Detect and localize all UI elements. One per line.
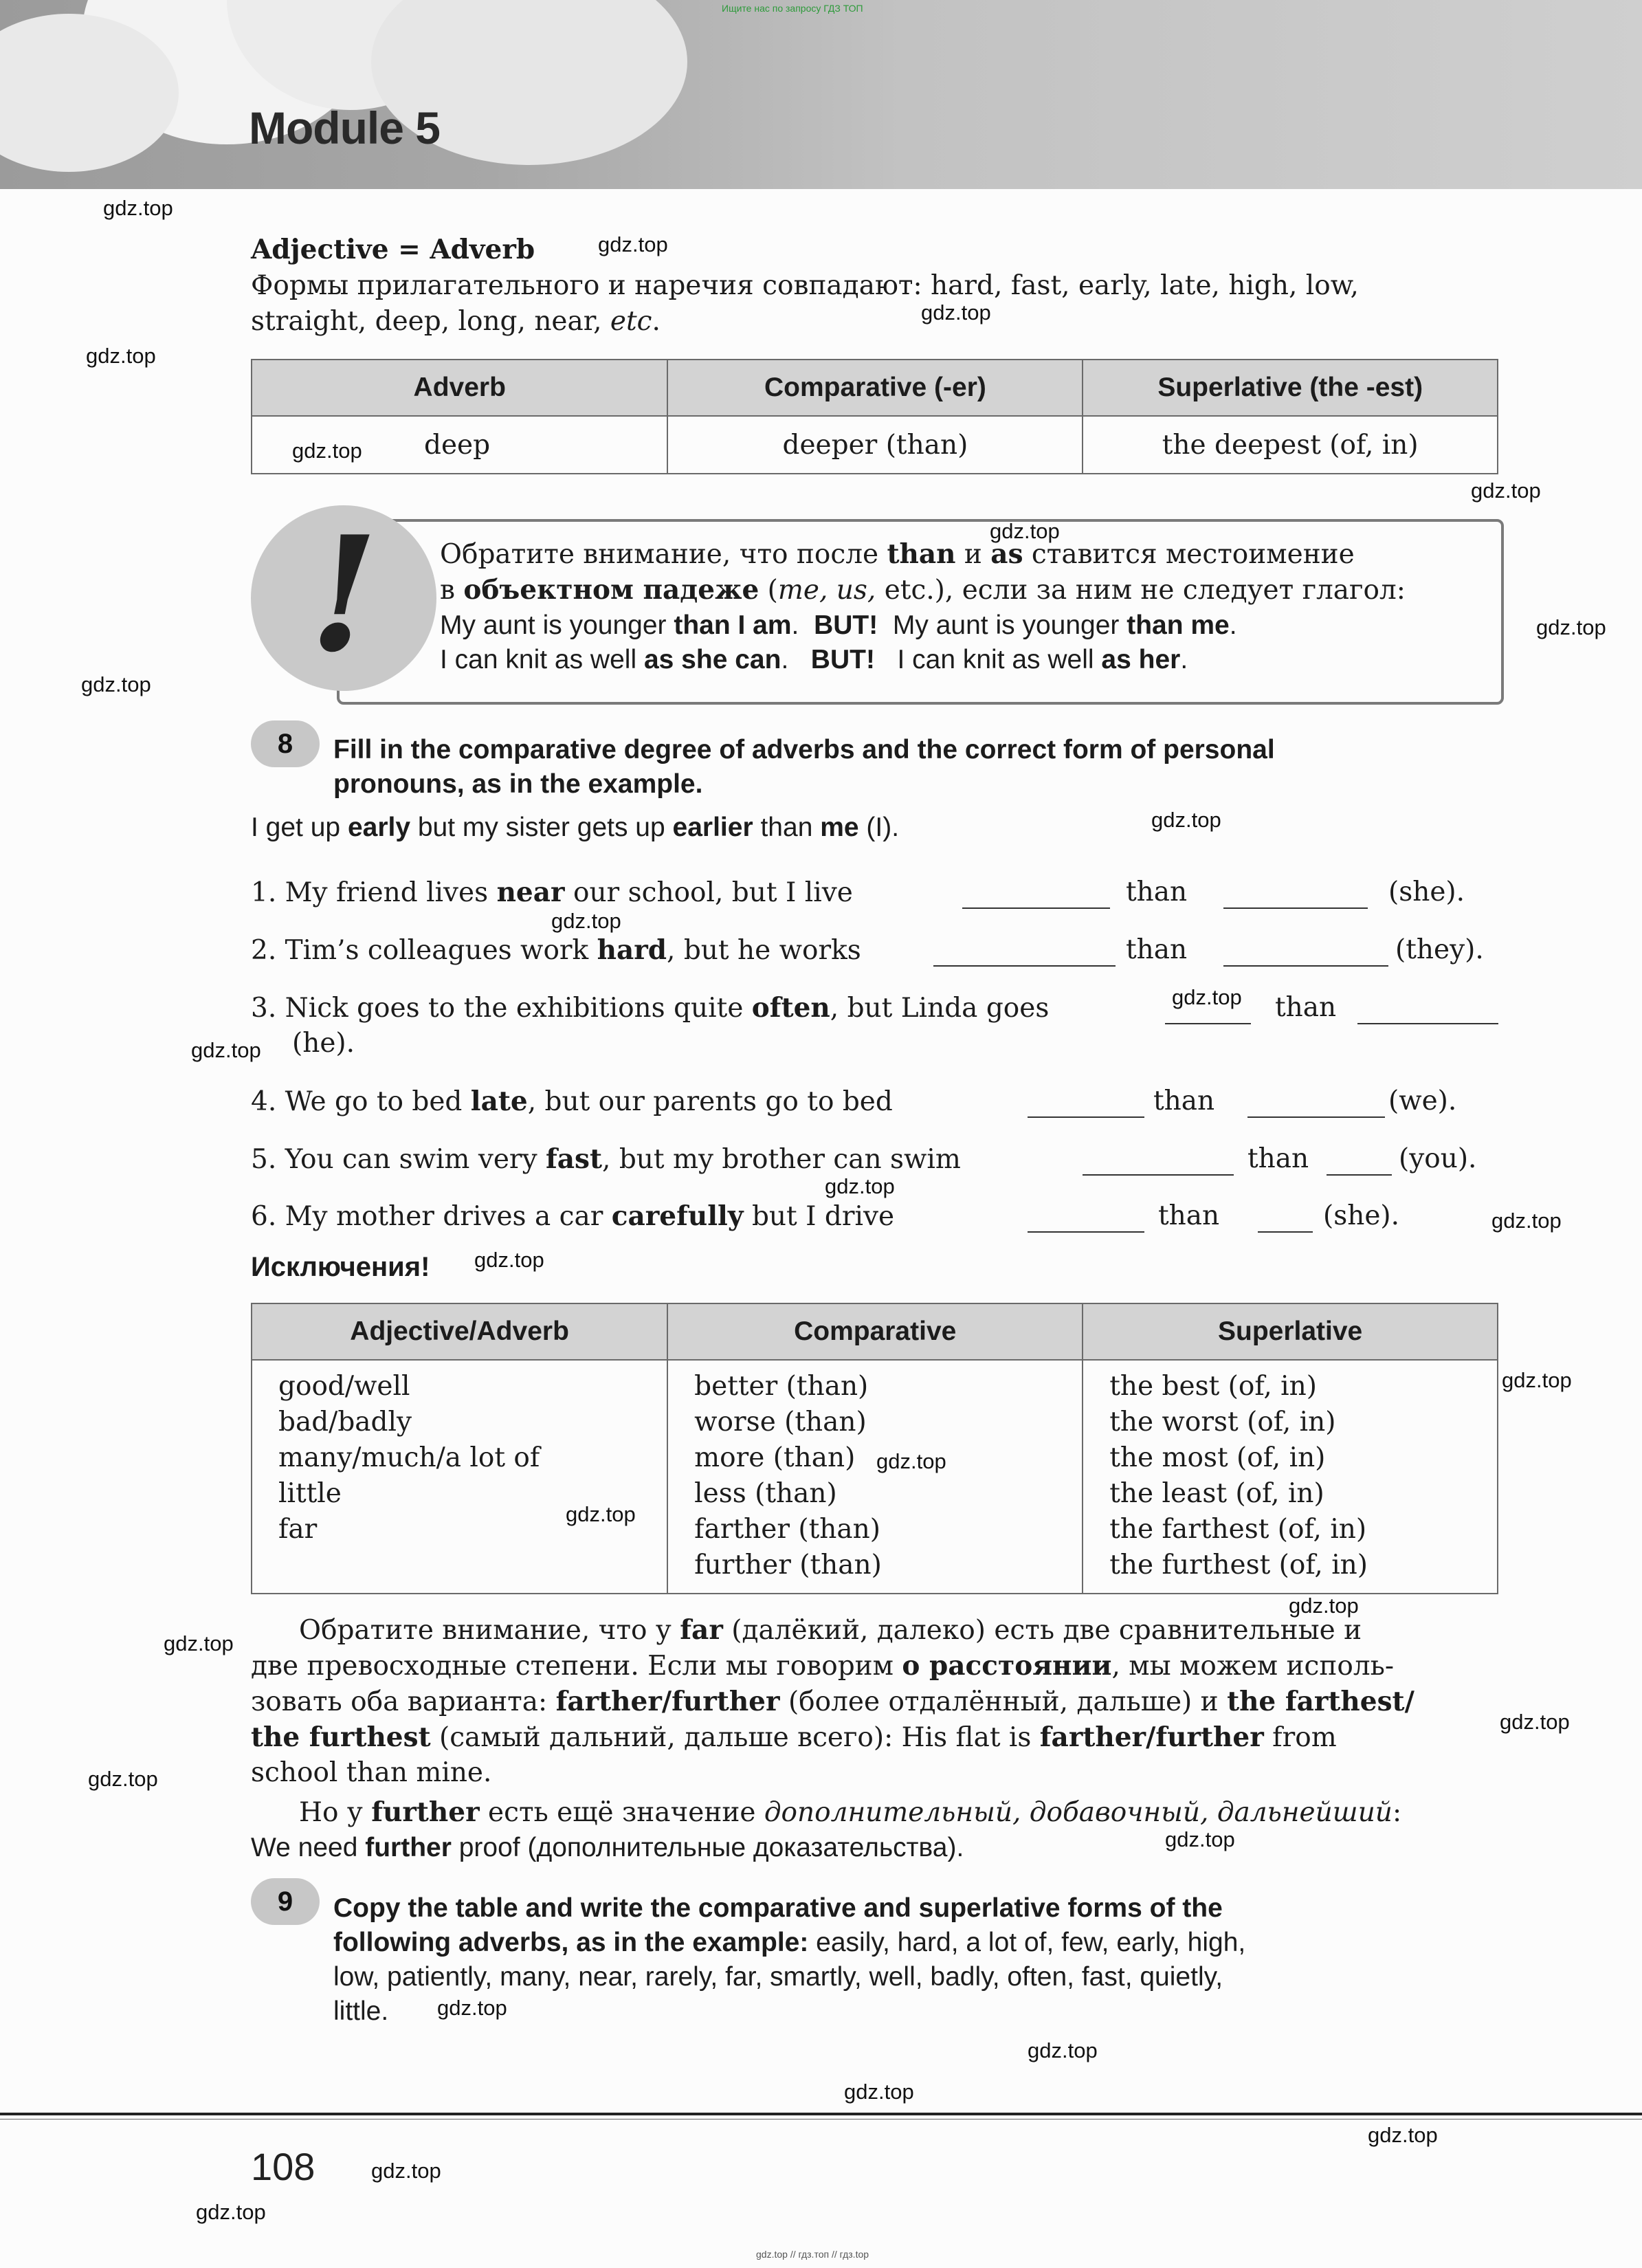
exercise8-item: 3. Nick goes to the exhibitions quite often, but Linda goes	[251, 992, 1050, 1024]
watermark: gdz.top	[191, 1038, 261, 1062]
answer-blank[interactable]	[1028, 1096, 1144, 1118]
exercise9-line3: low, patiently, many, near, rarely, far, smartly, well, badly, often, fast, quietly,	[333, 1962, 1223, 1992]
list-item: the furthest (of, in)	[1109, 1550, 1368, 1581]
far-note-line5: school than mine.	[251, 1757, 492, 1788]
table-cell: deep	[252, 416, 667, 474]
list-item: bad/badly	[278, 1407, 412, 1438]
table-cell: deeper (than)	[667, 416, 1083, 474]
adverb-table	[251, 359, 1498, 474]
header-band	[0, 0, 1642, 189]
list-item: the worst (of, in)	[1109, 1407, 1336, 1438]
adverb-table-header	[252, 360, 1498, 416]
far-note-line3: зовать оба варианта: farther/further (более отдалённый, дальше) и the farthest/	[251, 1686, 1414, 1717]
pronoun-hint: (they).	[1395, 934, 1484, 965]
list-item: less (than)	[694, 1478, 837, 1509]
table-cell: the deepest (of, in)	[1083, 416, 1498, 474]
exercise8-item: 4. We go to bed late, but our parents go to bed	[251, 1086, 893, 1117]
adj-adv-line2: straight, deep, long, near, etc.	[251, 306, 661, 337]
exercise9-line4: little.	[333, 1996, 389, 2026]
watermark: gdz.top	[1172, 985, 1242, 1009]
note-line1: Обратите внимание, что после than и as ставится местоимение	[440, 538, 1355, 570]
exercise8-item: 5. You can swim very fast, but my brother can swim	[251, 1143, 961, 1175]
watermark: gdz.top	[81, 672, 151, 696]
than-word: than	[1153, 1086, 1215, 1116]
answer-blank[interactable]	[962, 887, 1110, 909]
note-line3: My aunt is younger than I am. BUT! My aunt is younger than me.	[440, 610, 1237, 640]
table-header-cell: Comparative (-er)	[667, 360, 1083, 416]
watermark: gdz.top	[1165, 1827, 1235, 1851]
than-word: than	[1126, 934, 1188, 965]
list-item: the best (of, in)	[1109, 1371, 1317, 1402]
list-item: little	[278, 1478, 342, 1509]
list-item: many/much/a lot of	[278, 1442, 540, 1473]
further-note-line2: We need further proof (дополнительные доказательства).	[251, 1833, 964, 1862]
list-item: the most (of, in)	[1109, 1442, 1326, 1473]
watermark: gdz.top	[1471, 478, 1541, 503]
exercise8-example: I get up early but my sister gets up earlier than me (I).	[251, 813, 900, 842]
answer-blank[interactable]	[1223, 887, 1368, 909]
watermark: gdz.top	[1289, 1594, 1359, 1618]
adj-adv-line1: Формы прилагательного и наречия совпадают: hard, fast, early, late, high, low,	[251, 270, 1359, 301]
than-word: than	[1126, 877, 1188, 907]
page-number: 108	[251, 2145, 315, 2188]
watermark: gdz.top	[371, 2159, 441, 2183]
exercise-number-badge: 8	[251, 720, 320, 767]
watermark: gdz.top	[1500, 1710, 1570, 1734]
table-row	[252, 1360, 1498, 1594]
table-cell	[667, 1360, 1083, 1594]
table-header-cell: Adverb	[252, 360, 667, 416]
watermark: gdz.top	[876, 1449, 946, 1473]
watermark: gdz.top	[164, 1631, 234, 1655]
exceptions-table	[251, 1303, 1498, 1594]
list-item: more (than)	[694, 1442, 856, 1473]
watermark: gdz.top	[103, 196, 173, 220]
watermark: gdz.top	[1536, 615, 1606, 639]
than-word: than	[1275, 992, 1337, 1023]
watermark: gdz.top	[292, 439, 362, 463]
watermark: gdz.top	[1151, 808, 1221, 832]
than-word: than	[1247, 1143, 1309, 1174]
answer-blank[interactable]	[933, 945, 1116, 967]
watermark: gdz.top	[1368, 2123, 1438, 2147]
answer-blank[interactable]	[1247, 1096, 1385, 1118]
bottom-note: gdz.top // гдз.топ // гдз.top	[756, 2249, 869, 2260]
list-item: further (than)	[694, 1550, 882, 1581]
watermark: gdz.top	[825, 1174, 895, 1198]
list-item: far	[278, 1514, 318, 1545]
watermark: gdz.top	[474, 1248, 544, 1272]
watermark: gdz.top	[844, 2080, 914, 2104]
far-note-line4: the furthest (самый дальний, дальше всего): His flat is farther/further from	[251, 1721, 1337, 1753]
watermark: gdz.top	[566, 1502, 636, 1526]
exercise8-instruction-line2: pronouns, as in the example.	[333, 769, 703, 799]
watermark: gdz.top	[437, 1996, 507, 2020]
watermark: gdz.top	[551, 909, 621, 933]
watermark: gdz.top	[88, 1767, 158, 1791]
exercise8-instruction-line1: Fill in the comparative degree of adverbs and the correct form of personal	[333, 735, 1275, 764]
watermark: gdz.top	[990, 519, 1060, 543]
pronoun-hint: (we).	[1388, 1086, 1457, 1116]
table-header-cell: Adjective/Adverb	[252, 1303, 667, 1360]
far-note-line1: Обратите внимание, что у far (далёкий, далеко) есть две сравнительные и	[299, 1614, 1362, 1646]
watermark: gdz.top	[598, 232, 668, 256]
further-note-line1: Но у further есть ещё значение дополнительный, добавочный, дальнейший:	[299, 1796, 1402, 1828]
watermark: gdz.top	[1028, 2038, 1098, 2062]
list-item: better (than)	[694, 1371, 869, 1402]
answer-blank[interactable]	[1258, 1211, 1313, 1233]
table-header-cell: Superlative	[1083, 1303, 1498, 1360]
table-header-cell: Comparative	[667, 1303, 1083, 1360]
exclamation-icon: !	[309, 502, 379, 687]
watermark: gdz.top	[1502, 1368, 1572, 1392]
exceptions-heading: Исключения!	[251, 1252, 430, 1282]
watermark: gdz.top	[86, 344, 156, 368]
answer-blank[interactable]	[1083, 1154, 1234, 1176]
answer-blank[interactable]	[1028, 1211, 1144, 1233]
exercise8-item: 2. Tim’s colleagues work hard, but he works	[251, 934, 861, 966]
exercise-number-badge: 9	[251, 1878, 320, 1925]
answer-blank[interactable]	[1357, 1002, 1498, 1024]
table-header-cell: Superlative (the -est)	[1083, 360, 1498, 416]
exercise8-item: 6. My mother drives a car carefully but I drive	[251, 1200, 895, 1232]
adj-adv-heading: Adjective = Adverb	[251, 234, 535, 265]
watermark: gdz.top	[921, 300, 991, 324]
table-cell	[252, 1360, 667, 1594]
exercise8-item: 1. My friend lives near our school, but I live	[251, 877, 853, 908]
pronoun-hint: (you).	[1399, 1143, 1477, 1174]
pronoun-hint: (he).	[292, 1028, 355, 1059]
answer-blank[interactable]	[1223, 945, 1388, 967]
list-item: farther (than)	[694, 1514, 881, 1545]
answer-blank[interactable]	[1327, 1154, 1392, 1176]
list-item: the least (of, in)	[1109, 1478, 1324, 1509]
table-cell	[1083, 1360, 1498, 1594]
list-item: the farthest (of, in)	[1109, 1514, 1367, 1545]
list-item: good/well	[278, 1371, 410, 1402]
exercise9-line1: Copy the table and write the comparative and superlative forms of the	[333, 1893, 1223, 1923]
watermark: gdz.top	[1491, 1209, 1562, 1233]
far-note-line2: две превосходные степени. Если мы говорим о расстоянии, мы можем исполь-	[251, 1650, 1395, 1682]
footer-rule-thin	[0, 2119, 1642, 2120]
footer-rule	[0, 2113, 1642, 2115]
module-title: Module 5	[249, 102, 441, 153]
pronoun-hint: (she).	[1323, 1200, 1400, 1231]
exercise9-line2: following adverbs, as in the example: easily, hard, a lot of, few, early, high,	[333, 1928, 1246, 1957]
watermark: gdz.top	[196, 2200, 266, 2224]
top-note: Ищите нас по запросу ГДЗ ТОП	[722, 3, 863, 14]
table-row	[252, 416, 1498, 474]
note-line4: I can knit as well as she can. BUT! I can knit as well as her.	[440, 645, 1188, 674]
list-item: worse (than)	[694, 1407, 867, 1438]
pronoun-hint: (she).	[1388, 877, 1465, 907]
exceptions-table-header	[252, 1303, 1498, 1360]
than-word: than	[1158, 1200, 1220, 1231]
note-line2: в объектном падеже (me, us, etc.), если за ним не следует глагол:	[440, 574, 1406, 606]
